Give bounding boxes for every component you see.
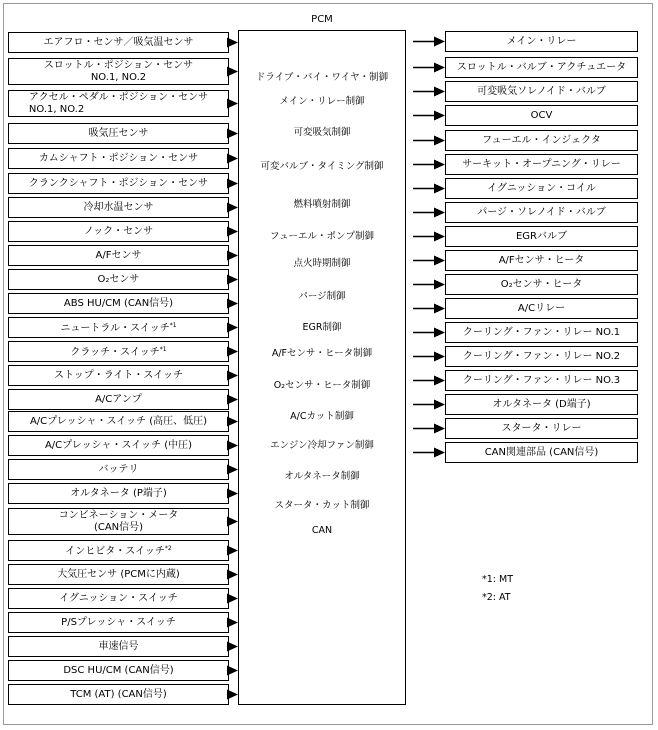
input-arrow: [227, 417, 238, 427]
output-arrow: [413, 304, 445, 314]
pcm-control-item: EGR制御: [302, 322, 342, 333]
output-arrow: [413, 352, 445, 362]
input-label: 吸気圧センサ: [88, 127, 149, 139]
output-arrow: [413, 87, 445, 97]
pcm-control-item: 可変バルブ・タイミング制御: [260, 161, 384, 172]
input-arrow: [227, 570, 238, 580]
input-label: バッテリ: [98, 463, 139, 475]
output-label: EGRバルブ: [515, 230, 567, 242]
output-label: スロットル・バルブ・アクチュエータ: [456, 61, 627, 73]
pcm-control-item: ドライブ・バイ・ワイヤ・制御: [255, 72, 389, 83]
input-label: オルタネータ (P端子): [70, 487, 167, 499]
output-label: クーリング・ファン・リレー NO.2: [462, 350, 621, 362]
pcm-control-item: 点火時期制御: [293, 258, 351, 269]
input-arrow: [227, 517, 238, 527]
input-arrow: [227, 251, 238, 261]
input-label: 車速信号: [98, 640, 139, 652]
input-label: TCM (AT) (CAN信号): [70, 688, 167, 700]
output-label: メイン・リレー: [506, 35, 577, 47]
input-label: カムシャフト・ポジション・センサ: [38, 152, 199, 164]
input-arrow: [227, 618, 238, 628]
input-label: A/Cプレッシャ・スイッチ (中圧): [44, 439, 193, 451]
output-arrow: [413, 208, 445, 218]
output-arrow: [413, 448, 445, 458]
output-arrow: [413, 424, 445, 434]
output-label: サーキット・オープニング・リレー: [462, 158, 621, 170]
output-arrow: [413, 184, 445, 194]
output-label: イグニッション・コイル: [487, 182, 596, 194]
footnote-2: *2: AT: [482, 592, 511, 603]
output-arrow: [413, 37, 445, 47]
input-arrow: [227, 347, 238, 357]
input-arrow: [227, 99, 238, 109]
input-arrow: [227, 489, 238, 499]
pcm-control-item: A/Cカット制御: [290, 411, 354, 422]
pcm-control-item: パージ制御: [298, 291, 346, 302]
input-arrow: [227, 546, 238, 556]
input-arrow: [227, 299, 238, 309]
input-label: アクセル・ペダル・ポジション・センサ: [28, 91, 209, 103]
output-arrow: [413, 232, 445, 242]
input-footnote-mark: *1: [159, 346, 167, 353]
input-label: インヒビタ・スイッチ: [65, 546, 165, 557]
pcm-control-item: 可変吸気制御: [293, 127, 351, 138]
input-arrow: [227, 465, 238, 475]
input-label-line2: NO.1, NO.2: [90, 71, 147, 83]
pcm-control-item: メイン・リレー制御: [279, 96, 365, 107]
input-arrow: [227, 666, 238, 676]
input-label: 冷却水温センサ: [83, 201, 154, 213]
input-arrow: [227, 179, 238, 189]
output-label: OCV: [530, 109, 553, 121]
input-label: O₂センサ: [97, 273, 140, 285]
footnote-1: *1: MT: [482, 574, 514, 585]
output-label: オルタネータ (D端子): [492, 398, 591, 410]
pcm-control-item: スタータ・カット制御: [274, 500, 370, 511]
input-arrow: [227, 227, 238, 237]
output-arrow: [413, 328, 445, 338]
output-arrow: [413, 376, 445, 386]
pcm-control-item: O₂センサ・ヒータ制御: [273, 380, 371, 391]
input-label: DSC HU/CM (CAN信号): [63, 664, 174, 676]
input-footnote-mark: *1: [169, 322, 177, 329]
input-label: A/Fセンサ: [95, 249, 142, 261]
input-label: ニュートラル・スイッチ: [60, 323, 170, 334]
input-arrow: [227, 371, 238, 381]
output-label: A/Cリレー: [517, 302, 566, 314]
output-arrow: [413, 111, 445, 121]
input-label: ストップ・ライト・スイッチ: [54, 369, 183, 381]
output-arrow: [413, 280, 445, 290]
input-arrow: [227, 441, 238, 451]
input-label: クランクシャフト・ポジション・センサ: [28, 177, 209, 189]
output-label: 可変吸気ソレノイド・バルブ: [477, 85, 606, 97]
input-arrow: [227, 67, 238, 77]
input-arrow: [227, 154, 238, 164]
input-footnote-mark: *2: [164, 545, 172, 552]
input-arrow: [227, 594, 238, 604]
input-label: A/Cプレッシャ・スイッチ (高圧、低圧): [29, 415, 208, 427]
input-arrow: [227, 38, 238, 48]
pcm-control-item: オルタネータ制御: [284, 471, 360, 482]
pcm-control-item: A/Fセンサ・ヒータ制御: [271, 348, 373, 359]
output-arrow: [413, 136, 445, 146]
input-label: P/Sプレッシャ・スイッチ: [61, 616, 176, 628]
pcm-control-item: CAN: [311, 525, 333, 536]
input-label-line2: NO.1, NO.2: [28, 103, 85, 115]
input-arrow: [227, 690, 238, 700]
output-arrow: [413, 63, 445, 73]
output-label: スタータ・リレー: [501, 422, 582, 434]
input-label: スロットル・ポジション・センサ: [43, 59, 194, 71]
input-arrow: [227, 642, 238, 652]
input-arrow: [227, 203, 238, 213]
output-arrow: [413, 160, 445, 170]
output-label: クーリング・ファン・リレー NO.1: [462, 326, 621, 338]
pcm-control-item: フューエル・ポンプ制御: [269, 231, 375, 242]
output-label: フューエル・インジェクタ: [482, 134, 601, 146]
input-label: イグニッション・スイッチ: [59, 592, 178, 604]
footnotes: [482, 571, 513, 607]
output-arrow: [413, 400, 445, 410]
input-label: 大気圧センサ (PCMに内蔵): [57, 568, 180, 580]
pcm-control-item: エンジン冷却ファン制御: [270, 440, 374, 451]
output-label: パージ・ソレノイド・バルブ: [477, 206, 606, 218]
output-arrow: [413, 256, 445, 266]
pcm-title: PCM: [311, 14, 333, 25]
input-label: ノック・センサ: [83, 225, 154, 237]
input-label: コンビネーション・メータ: [58, 509, 179, 521]
input-arrow: [227, 129, 238, 139]
input-label: A/Cアンプ: [95, 393, 142, 405]
output-label: A/Fセンサ・ヒータ: [498, 254, 585, 266]
input-label: クラッチ・スイッチ: [70, 347, 160, 358]
input-arrow: [227, 275, 238, 285]
output-label: O₂センサ・ヒータ: [500, 278, 583, 290]
output-label: クーリング・ファン・リレー NO.3: [462, 374, 621, 386]
pcm-control-item: 燃料噴射制御: [293, 199, 351, 210]
output-label: CAN関連部品 (CAN信号): [484, 446, 599, 458]
input-label-line2: (CAN信号): [93, 521, 144, 533]
input-arrow: [227, 323, 238, 333]
input-label: エアフロ・センサ／吸気温センサ: [43, 36, 194, 48]
input-label: ABS HU/CM (CAN信号): [63, 297, 174, 309]
input-arrow: [227, 395, 238, 405]
